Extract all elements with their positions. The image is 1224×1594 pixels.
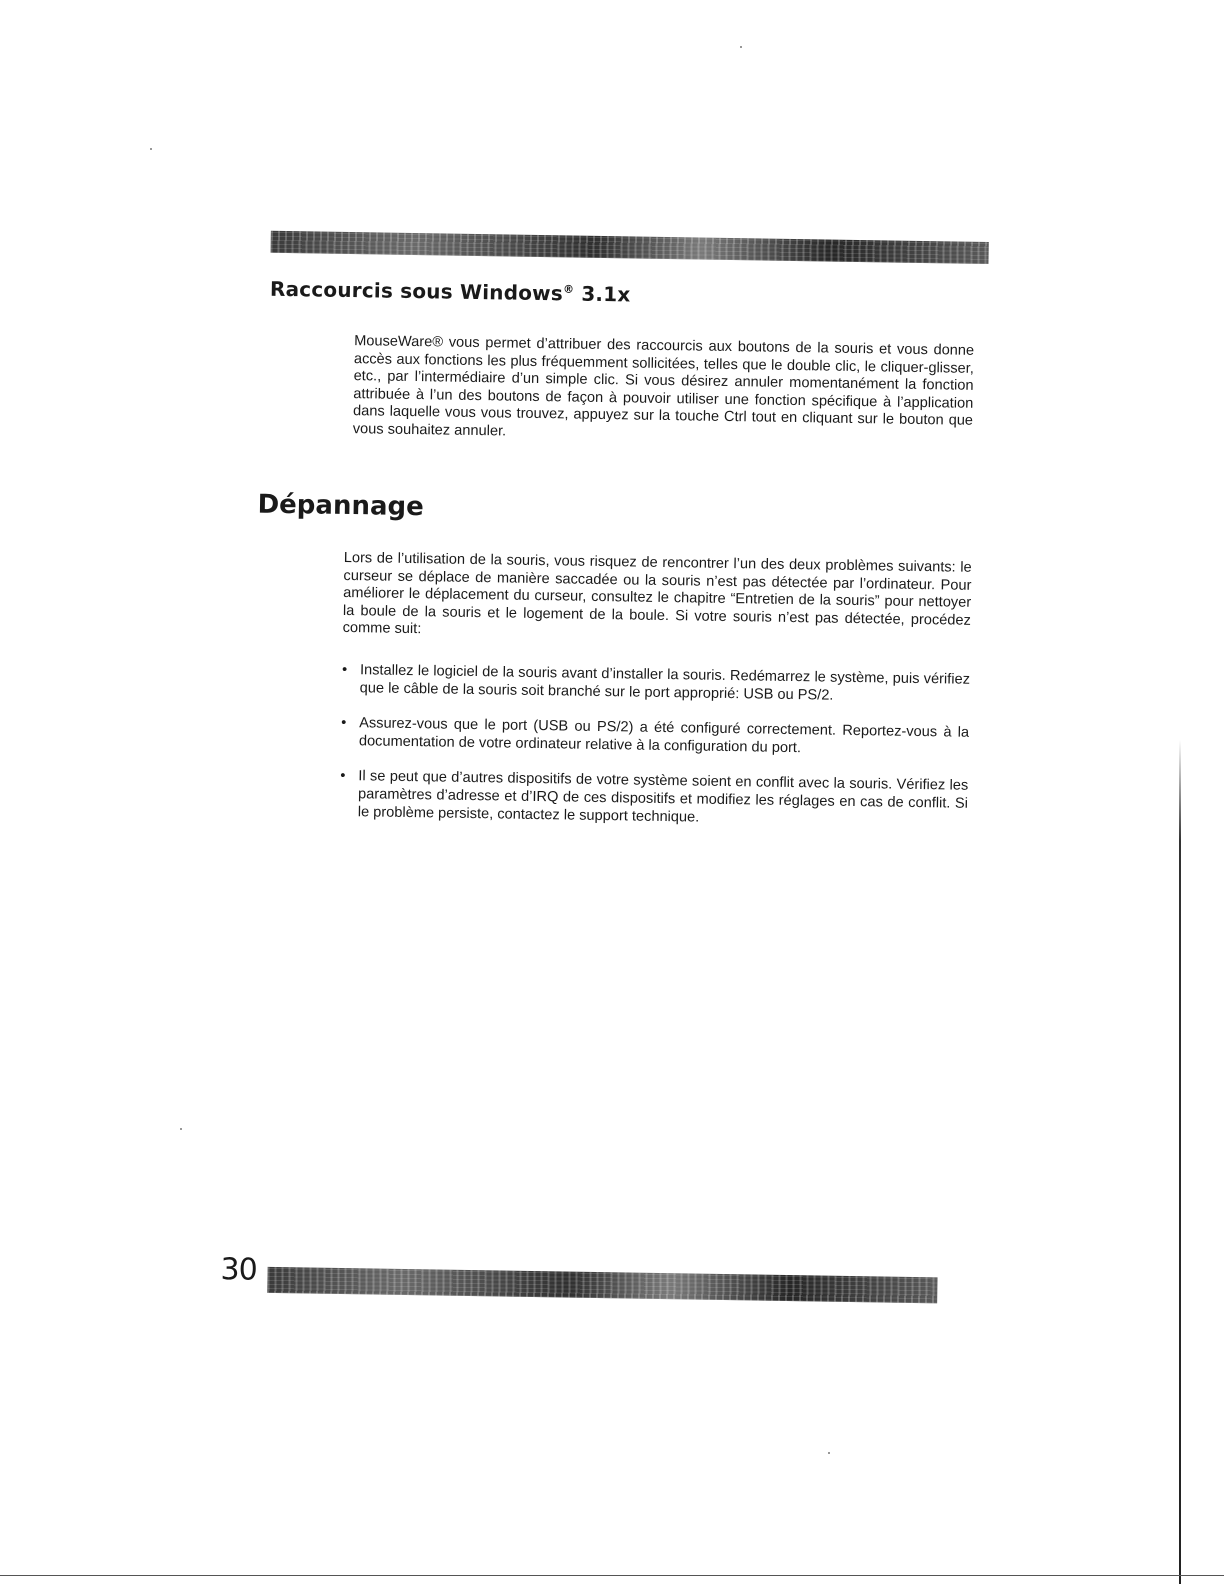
- bullet-icon: •: [340, 768, 346, 785]
- troubleshooting-list: [337, 662, 970, 849]
- scan-speck: [828, 1452, 830, 1454]
- registered-mark: ®: [562, 282, 575, 296]
- section-heading-shortcuts-version: 3.1x: [573, 281, 631, 307]
- page-number: 30: [220, 1252, 258, 1288]
- list-item: [340, 662, 970, 707]
- scan-speck: [150, 148, 152, 150]
- section-heading-troubleshooting: Dépannage: [257, 489, 425, 523]
- header-rule-bar: [271, 231, 989, 264]
- list-item-text: Installez le logiciel de la souris avant d’installer la souris. Redémarrez le système, puis vérifiez que le câble de la souris soit branché sur le port approprié: USB ou PS/2.: [359, 662, 971, 704]
- list-item: [339, 715, 969, 760]
- footer-rule-bar: [267, 1267, 937, 1304]
- list-item-text: Assurez-vous que le port (USB ou PS/2) a été configuré correctement. Reportez-vous à la documentation de votre ordinateur relative à la configuration du port.: [358, 715, 970, 756]
- scan-edge-bottom: [0, 1575, 1224, 1576]
- scan-speck: [740, 46, 742, 48]
- troubleshooting-paragraph: Lors de l’utilisation de la souris, vous risquez de rencontrer l’un des deux problèmes suivants: le curseur se déplace de manière saccadée ou la souris n’est pas détectée par l’ordinateur. Pour améliorer le déplacement du curseur, consultez le chapitre “Entretien de la souris” pour nettoyer la boule de la souris et le logement de la boule. Si votre souris n’est pas détectée, procédez comme suit:: [342, 549, 972, 638]
- section-heading-shortcuts-text: Raccourcis sous Windows: [269, 276, 564, 306]
- section-heading-shortcuts: [270, 277, 631, 307]
- scan-speck: [180, 1128, 182, 1130]
- bullet-icon: •: [341, 715, 347, 732]
- bullet-icon: •: [341, 661, 348, 679]
- scan-edge-right: [1179, 740, 1181, 1584]
- shortcuts-paragraph: MouseWare® vous permet d’attribuer des raccourcis aux boutons de la souris et vous donne accès aux fonctions les plus fréquemment sollicitées, telles que le double clic, le cliquer-glisser, etc., par l’intermédiaire d’un simple clic. Si vous désirez annuler momentanément la fonction attribuée à l’un des boutons de façon à pouvoir utiliser une fonction spécifique à l’application dans laquelle vous vous trouvez, appuyez sur la touche Ctrl tout en cliquant sur le bouton que vous souhaitez annuler.: [352, 333, 975, 440]
- list-item: [338, 768, 969, 831]
- list-item-text: Il se peut que d’autres dispositifs de votre système soient en conflit avec la souris. Vérifiez les paramètres d’adresse et d’IRQ de ces dispositifs et modifiez les réglages en cas de conflit. Si le problème persiste, contactez le support technique.: [357, 768, 969, 826]
